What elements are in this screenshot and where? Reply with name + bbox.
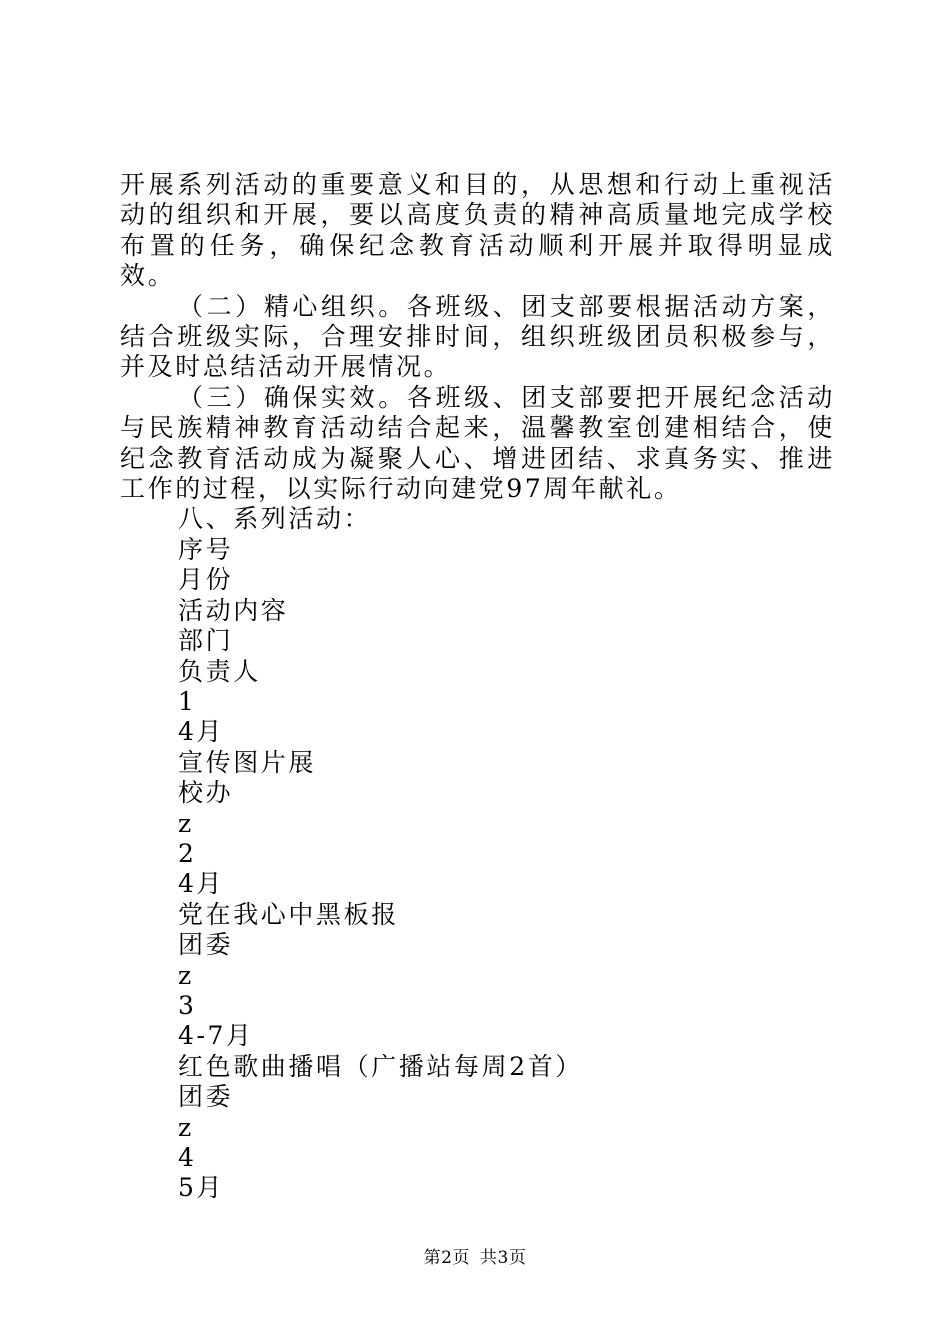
table-line: 校办 [178,778,234,808]
page-total: 共3页 [480,1248,527,1268]
table-line: 序号 [178,534,234,564]
table-line: 团委 [178,1082,234,1112]
table-line: 党在我心中黑板报 [178,899,399,929]
table-line: 4月 [178,717,225,747]
table-line: z [178,960,194,990]
table-line: z [178,808,194,838]
page-number: 第2页 [423,1248,470,1268]
document-body [120,170,835,1204]
paragraph-organize: （二）精心组织。各班级、团支部要根据活动方案，结合班级实际，合理安排时间，组织班级团员积极参与，并及时总结活动开展情况。 [120,291,835,382]
activity-table-lines [120,535,835,1204]
table-line: z [178,1112,194,1142]
table-line: 负责人 [178,656,261,686]
table-line: 1 [178,686,197,716]
section-heading: 八、系列活动： [178,504,372,534]
table-line: 团委 [178,930,234,960]
table-line: 5月 [178,1173,225,1203]
table-line: 宣传图片展 [178,747,317,777]
table-line: 红色歌曲播唱（广播站每周2首） [178,1051,583,1081]
page-footer [0,1243,950,1268]
table-line: 活动内容 [178,595,289,625]
table-line: 月份 [178,565,234,595]
table-line: 2 [178,838,197,868]
paragraph-intro: 开展系列活动的重要意义和目的，从思想和行动上重视活动的组织和开展，要以高度负责的精神高质量地完成学校布置的任务，确保纪念教育活动顺利开展并取得明显成效。 [120,170,835,291]
table-line: 3 [178,990,197,1020]
table-line: 4月 [178,869,225,899]
table-line: 部门 [178,626,234,656]
table-line: 4 [178,1143,197,1172]
table-line: 4-7月 [178,1021,254,1051]
paragraph-effect: （三）确保实效。各班级、团支部要把开展纪念活动与民族精神教育活动结合起来，温馨教室创建相结合，使纪念教育活动成为凝聚人心、增进团结、求真务实、推进工作的过程，以实际行动向建党97周年献礼。 [120,382,835,504]
